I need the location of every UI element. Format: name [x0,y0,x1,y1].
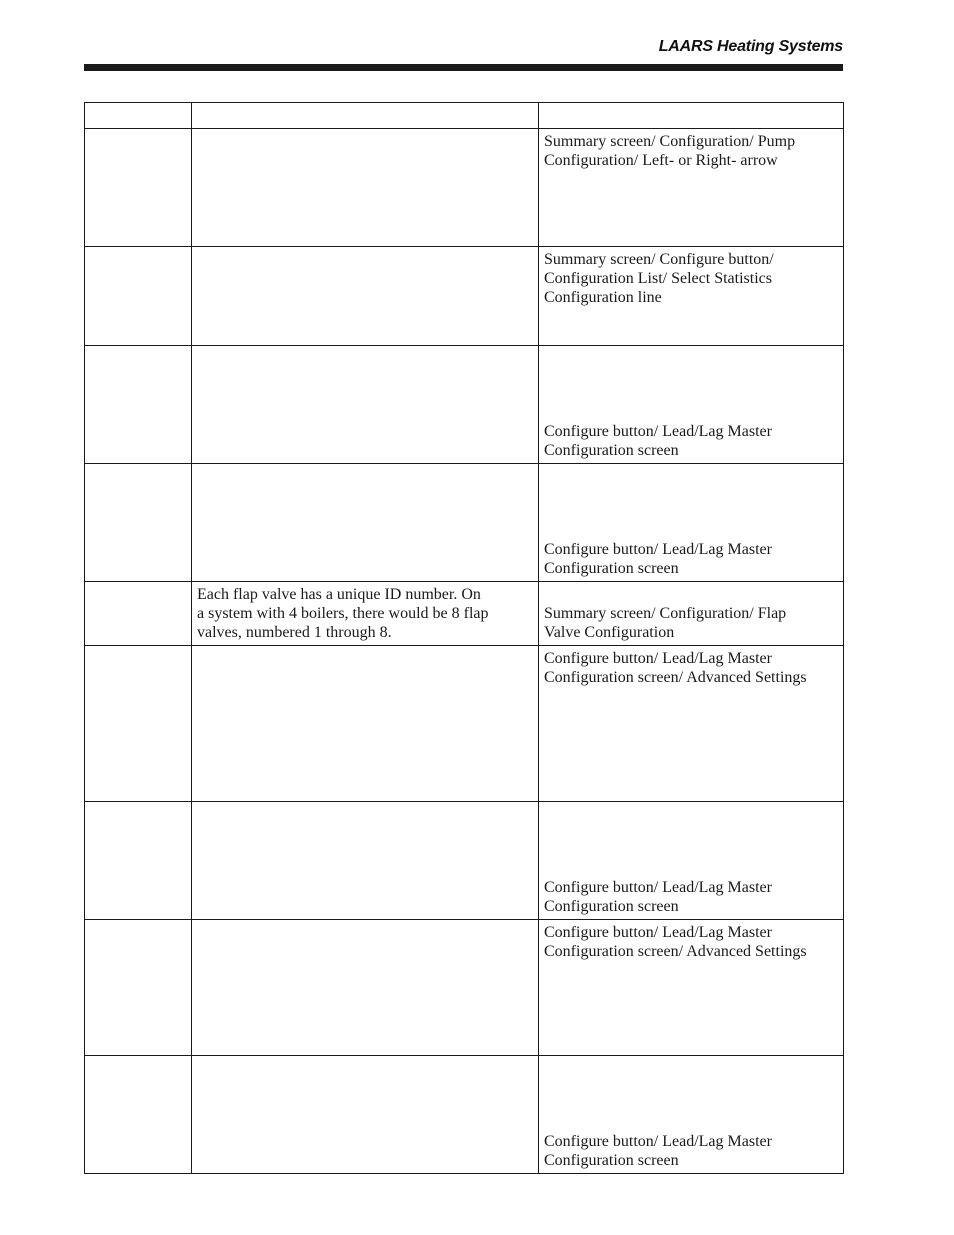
row-location [539,802,844,920]
settings-table [84,102,844,1174]
description-line: Each flap valve has a unique ID number. On [197,586,481,603]
location-line: Configuration screen [544,898,679,915]
table-row [85,346,844,464]
table-row [85,582,844,646]
location-line: Configuration line [544,289,662,306]
header-rule [84,64,843,71]
brand-title: LAARS Heating Systems [658,38,843,55]
location-line: Configuration screen [544,1152,679,1169]
location-line: Configuration screen/ Advanced Settings [544,943,807,960]
row-location [539,1056,844,1174]
row-description [192,1056,539,1174]
row-description [192,464,539,582]
description-line: a system with 4 boilers, there would be 8 flap [197,605,489,622]
location-line: Configure button/ Lead/Lag Master [544,879,772,896]
table-row [85,464,844,582]
location-line: Configure button/ Lead/Lag Master [544,541,772,558]
location-line: Summary screen/ Configuration/ Pump [544,133,796,150]
location-line: Configuration screen [544,442,679,459]
row-description [192,247,539,346]
row-name [85,582,192,646]
row-name [85,464,192,582]
location-line: Configuration/ Left- or Right- arrow [544,152,778,169]
location-line: Configuration screen/ Advanced Settings [544,669,807,686]
table-row [85,129,844,247]
row-location [539,464,844,582]
row-description [192,646,539,802]
location-line: Configure button/ Lead/Lag Master [544,650,772,667]
row-description [192,920,539,1056]
location-line: Summary screen/ Configure button/ [544,251,774,268]
row-name [85,802,192,920]
header-cell-1 [85,103,192,129]
row-name [85,1056,192,1174]
location-line: Configure button/ Lead/Lag Master [544,423,772,440]
row-name [85,646,192,802]
row-location [539,582,844,646]
row-location [539,646,844,802]
row-description [192,802,539,920]
table-row [85,920,844,1056]
row-location [539,920,844,1056]
row-location [539,129,844,247]
location-line: Valve Configuration [544,624,675,641]
location-line: Configure button/ Lead/Lag Master [544,1133,772,1150]
row-location [539,346,844,464]
row-name [85,129,192,247]
table-header-row [85,103,844,129]
table-row [85,247,844,346]
location-line: Configuration screen [544,560,679,577]
location-line: Configure button/ Lead/Lag Master [544,924,772,941]
row-description [192,129,539,247]
table-row [85,646,844,802]
description-line: valves, numbered 1 through 8. [197,624,392,641]
row-description [192,346,539,464]
table-row [85,802,844,920]
row-name [85,920,192,1056]
location-line: Summary screen/ Configuration/ Flap [544,605,787,622]
header-cell-2 [192,103,539,129]
location-line: Configuration List/ Select Statistics [544,270,772,287]
table-row [85,1056,844,1174]
row-location [539,247,844,346]
row-description [192,582,539,646]
row-name [85,247,192,346]
row-name [85,346,192,464]
header-cell-3 [539,103,844,129]
